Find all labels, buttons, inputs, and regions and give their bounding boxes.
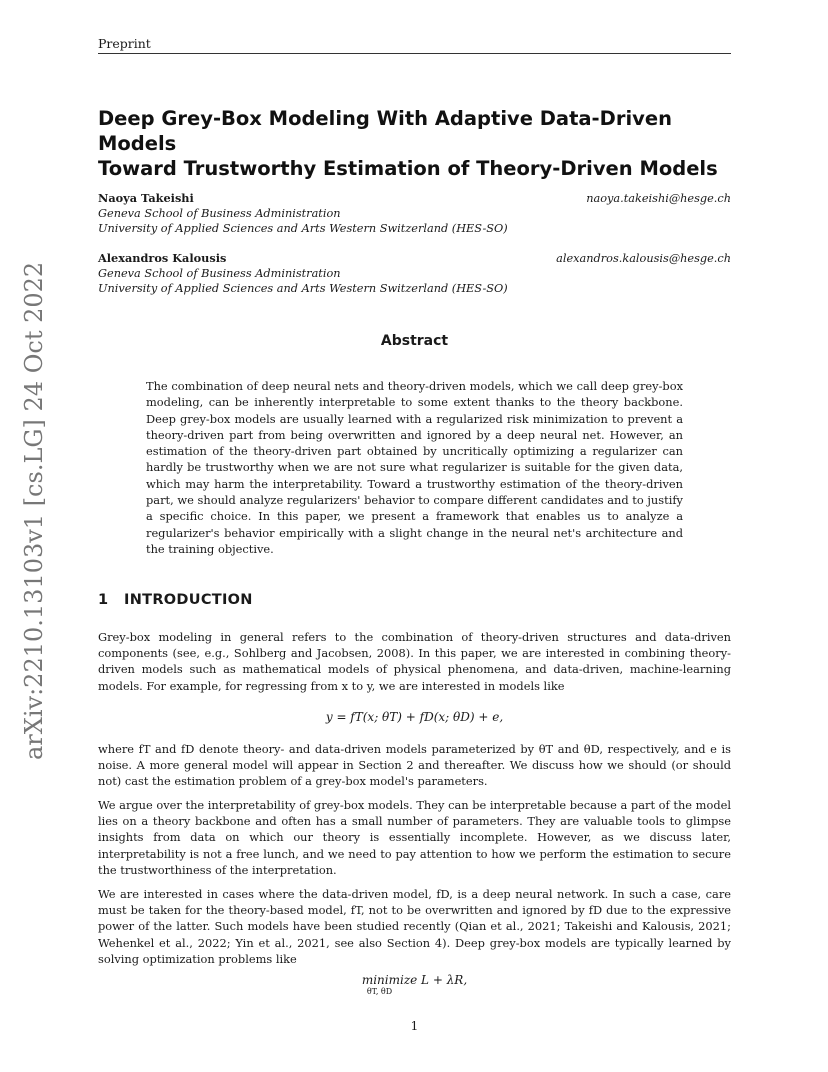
- page-number: 1: [410, 1019, 419, 1033]
- header-rule: [98, 53, 731, 54]
- title-line-2: Toward Trustworthy Estimation of Theory-Driven Models: [98, 157, 718, 180]
- paragraph-2: where fT and fD denote theory- and data-driven models parameterized by θT and θD, respectively, and e is noise. A more general model will appear in Section 2 and thereafter. We discuss how we should (or should not) cast the estimation problem of a grey-box model's parameters.: [98, 742, 731, 789]
- paragraph-4: We are interested in cases where the data-driven model, fD, is a deep neural network. In such a case, care must be taken for the theory-based model, fT, not to be overwritten and ignored by fD due to the expressive power of the latter. Such models have been studied recently (Qian et al., 2021; Takeishi and Kalousis, 2021; Wehenkel et al., 2022; Yin et al., 2021, see also Section 4). Deep grey-box models are typically learned by solving optimization problems like: [98, 887, 731, 966]
- author-affiliation: Geneva School of Business Administration: [98, 207, 341, 220]
- equation-2: [98, 973, 731, 996]
- equation-1: y = fT(x; θT) + fD(x; θD) + e,: [325, 710, 504, 724]
- author-email[interactable]: naoya.takeishi@hesge.ch: [586, 192, 731, 205]
- section-heading: [98, 592, 731, 608]
- abstract-heading: Abstract: [380, 333, 449, 349]
- paragraph-3: We argue over the interpretability of grey-box models. They can be interpretable because a part of the model lies on a theory backbone and often has a small number of parameters. They are valuable tools to glimpse insights from data on which our theory is essentially incomplete. However, as we discuss later, interpretability is not a free lunch, and we need to pay attention to how we perform the estimation to secure the trustworthiness of the interpretation.: [98, 798, 731, 877]
- author-affiliation: Geneva School of Business Administration: [98, 267, 341, 280]
- title-line-1: Deep Grey-Box Modeling With Adaptive Data-Driven Models: [98, 107, 672, 155]
- equation-2-main: minimize L + λR,: [361, 973, 468, 987]
- author-name: Alexandros Kalousis: [98, 251, 227, 265]
- author-affiliation: University of Applied Sciences and Arts Western Switzerland (HES-SO): [98, 282, 508, 295]
- abstract-text: The combination of deep neural nets and theory-driven models, which we call deep grey-box modeling, can be inherently interpretable to some extent thanks to the theory backbone. Deep grey-box models are usually learned with a regularized risk minimization to prevent a theory-driven part from being overwritten and ignored by a deep neural net. However, an estimation of the theory-driven part obtained by uncritically optimizing a regularizer can hardly be trustworthy when we are not sure what regularizer is suitable for the given data, which may harm the interpretability. Toward a trustworthy estimation of the theory-driven part, we should analyze regularizers' behavior to compare different candidates and to justify a specific choice. In this paper, we present a framework that enables us to analyze a regularizer's behavior empirically with a slight change in the neural net's architecture and the training objective.: [146, 379, 683, 556]
- paragraph-1: Grey-box modeling in general refers to the combination of theory-driven structures and data-driven components (see, e.g., Sohlberg and Jacobsen, 2008). In this paper, we are interested in combining theory-driven models such as mathematical models of physical phenomena, and data-driven, machine-learning models. For example, for regressing from x to y, we are interested in models like: [98, 630, 731, 693]
- author-email[interactable]: alexandros.kalousis@hesge.ch: [556, 252, 731, 265]
- arxiv-sidebar: arXiv:2210.13103v1 [cs.LG] 24 Oct 2022: [20, 261, 48, 760]
- section-number: 1: [98, 592, 109, 608]
- author-block-1: [98, 191, 731, 236]
- section-title: INTRODUCTION: [124, 592, 253, 608]
- author-block-2: [98, 251, 731, 296]
- equation-2-subscript: θT, θD: [366, 987, 393, 996]
- paper-title: [98, 106, 731, 181]
- author-name: Naoya Takeishi: [98, 191, 194, 205]
- author-affiliation: University of Applied Sciences and Arts Western Switzerland (HES-SO): [98, 222, 508, 235]
- running-header: Preprint: [98, 36, 151, 51]
